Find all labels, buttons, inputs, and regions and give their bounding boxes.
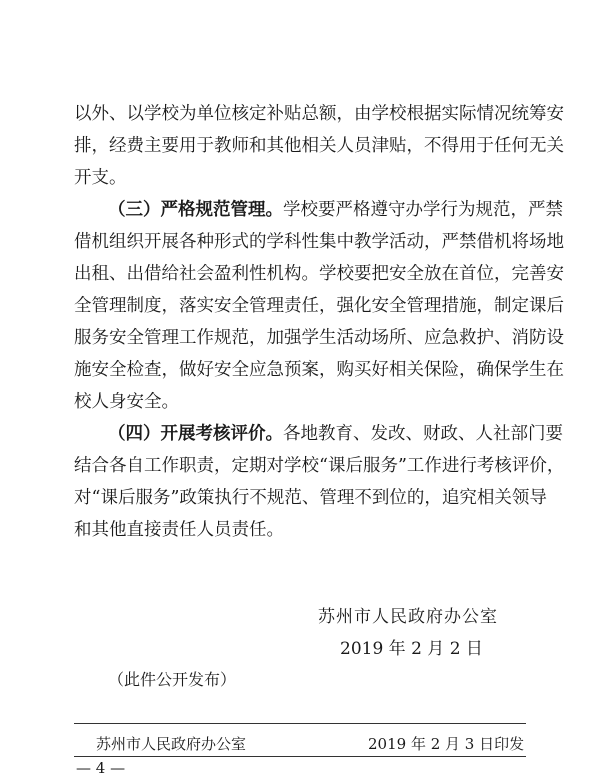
footer-office: 苏州市人民政府办公室: [96, 735, 247, 753]
signature-date: 2019 年 2 月 2 日: [340, 639, 483, 659]
body-line: 开支。: [74, 168, 127, 188]
section-text: 各地教育、发改、财政、人社部门要: [283, 424, 563, 444]
body-line: 和其他直接责任人员责任。: [74, 520, 284, 540]
body-line: 结合各自工作职责，定期对学校“课后服务”工作进行考核评价，: [74, 456, 565, 476]
section-heading: （四）开展考核评价。: [108, 424, 283, 444]
publication-note: （此件公开发布）: [108, 670, 237, 689]
body-line: 对“课后服务”政策执行不规范、管理不到位的，追究相关领导: [74, 488, 547, 508]
page-number: — 4 —: [76, 759, 126, 777]
signature-office: 苏州市人民政府办公室: [318, 607, 498, 627]
footer-top-rule: [74, 723, 526, 724]
body-line: 施安全检查，做好安全应急预案，购买好相关保险，确保学生在: [74, 360, 564, 380]
body-line: 排，经费主要用于教师和其他相关人员津贴，不得用于任何无关: [74, 136, 564, 156]
paragraph-first-line: [108, 198, 563, 222]
body-line: 校人身安全。: [74, 392, 179, 412]
section-heading: （三）严格规范管理。: [108, 200, 283, 220]
body-line: 全管理制度，落实安全管理责任，强化安全管理措施，制定课后: [74, 296, 564, 316]
paragraph-first-line: [108, 422, 563, 446]
body-line: 借机组织开展各种形式的学科性集中教学活动，严禁借机将场地: [74, 232, 564, 252]
section-text: 学校要严格遵守办学行为规范，严禁: [283, 200, 563, 220]
footer-print-date: 2019 年 2 月 3 日印发: [368, 735, 525, 753]
footer-bottom-rule: [74, 756, 526, 757]
body-line: 以外、以学校为单位核定补贴总额，由学校根据实际情况统筹安: [74, 104, 564, 124]
body-line: 出租、出借给社会盈利性机构。学校要把安全放在首位，完善安: [74, 264, 564, 284]
body-line: 服务安全管理工作规范，加强学生活动场所、应急救护、消防设: [74, 328, 564, 348]
